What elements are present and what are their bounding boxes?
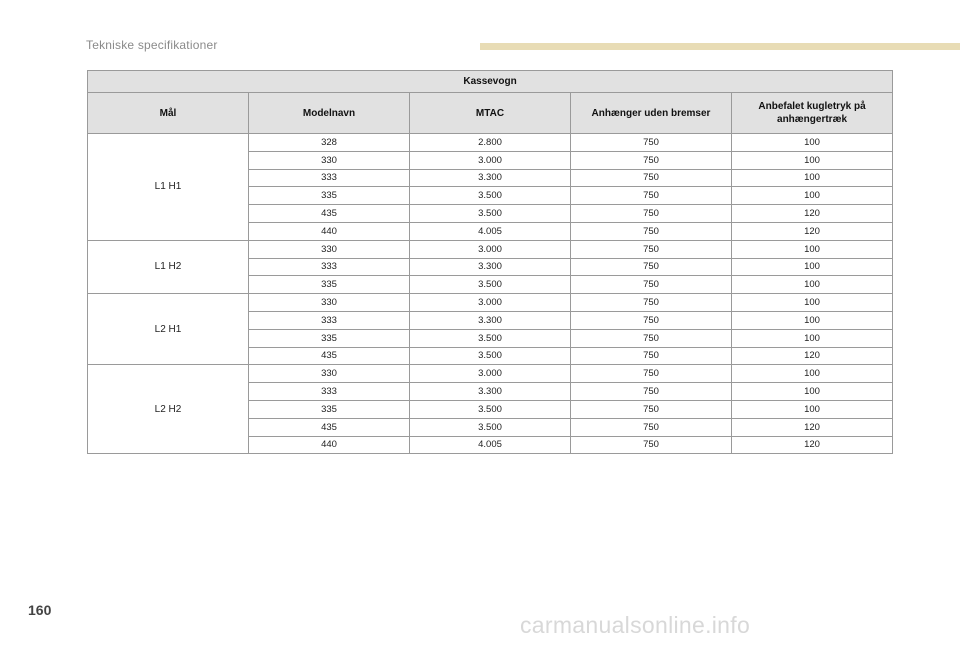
table-cell: 333 [249, 169, 410, 187]
table-row [88, 240, 893, 258]
table-cell: 100 [732, 169, 893, 187]
table-cell: 750 [571, 294, 732, 312]
table-cell: 120 [732, 222, 893, 240]
table-cell: 335 [249, 276, 410, 294]
table-cell: 335 [249, 329, 410, 347]
table-cell: 100 [732, 400, 893, 418]
table-cell: 3.500 [410, 205, 571, 223]
table-cell: 750 [571, 347, 732, 365]
table-cell: 2.800 [410, 134, 571, 152]
table-cell: 3.000 [410, 294, 571, 312]
table-cell: 100 [732, 276, 893, 294]
table-cell: 3.500 [410, 347, 571, 365]
table-cell: 100 [732, 294, 893, 312]
table-cell: 330 [249, 240, 410, 258]
table-cell: 750 [571, 169, 732, 187]
table-cell: 750 [571, 258, 732, 276]
dimension-cell: L2 H1 [88, 294, 249, 365]
table-cell: 440 [249, 436, 410, 454]
table-cell: 750 [571, 436, 732, 454]
column-header-trailer: Anhænger uden bremser [571, 93, 732, 134]
table-cell: 4.005 [410, 436, 571, 454]
table-cell: 3.300 [410, 311, 571, 329]
table-cell: 3.300 [410, 258, 571, 276]
table-cell: 4.005 [410, 222, 571, 240]
table-cell: 435 [249, 205, 410, 223]
table-cell: 3.000 [410, 365, 571, 383]
table-cell: 750 [571, 400, 732, 418]
table-cell: 330 [249, 294, 410, 312]
table-cell: 100 [732, 187, 893, 205]
table-cell: 100 [732, 329, 893, 347]
table-row [88, 134, 893, 152]
table-cell: 3.500 [410, 276, 571, 294]
column-header-mtac: MTAC [410, 93, 571, 134]
table-cell: 750 [571, 311, 732, 329]
column-header-dimension: Mål [88, 93, 249, 134]
table-cell: 435 [249, 418, 410, 436]
specifications-table [87, 70, 893, 454]
column-header-nose-weight: Anbefalet kugletryk på anhængertræk [732, 93, 893, 134]
table-cell: 3.000 [410, 151, 571, 169]
table-row [88, 294, 893, 312]
table-cell: 335 [249, 400, 410, 418]
table-cell: 750 [571, 383, 732, 401]
page-number: 160 [28, 602, 52, 618]
column-header-model: Modelnavn [249, 93, 410, 134]
table-cell: 120 [732, 347, 893, 365]
table-cell: 750 [571, 187, 732, 205]
table-cell: 750 [571, 365, 732, 383]
table-cell: 330 [249, 151, 410, 169]
dimension-cell: L1 H1 [88, 134, 249, 241]
table-cell: 750 [571, 222, 732, 240]
table-cell: 750 [571, 151, 732, 169]
table-cell: 330 [249, 365, 410, 383]
watermark: carmanualsonline.info [520, 612, 751, 638]
table-cell: 120 [732, 205, 893, 223]
table-cell: 100 [732, 311, 893, 329]
table-cell: 100 [732, 240, 893, 258]
table-cell: 3.500 [410, 418, 571, 436]
table-cell: 100 [732, 134, 893, 152]
table-cell: 3.300 [410, 169, 571, 187]
table-cell: 335 [249, 187, 410, 205]
table-cell: 435 [249, 347, 410, 365]
dimension-cell: L2 H2 [88, 365, 249, 454]
table-cell: 3.500 [410, 400, 571, 418]
table-cell: 750 [571, 205, 732, 223]
table-cell: 120 [732, 418, 893, 436]
table-cell: 100 [732, 258, 893, 276]
table-cell: 750 [571, 418, 732, 436]
section-title: Tekniske specifikationer [86, 38, 218, 52]
table-cell: 440 [249, 222, 410, 240]
table-cell: 333 [249, 258, 410, 276]
table-cell: 750 [571, 276, 732, 294]
table-cell: 100 [732, 151, 893, 169]
table-cell: 750 [571, 134, 732, 152]
table-cell: 3.000 [410, 240, 571, 258]
table-cell: 333 [249, 311, 410, 329]
table-cell: 750 [571, 240, 732, 258]
table-cell: 333 [249, 383, 410, 401]
table-cell: 3.500 [410, 187, 571, 205]
table-cell: 750 [571, 329, 732, 347]
table-body [88, 134, 893, 454]
table-cell: 328 [249, 134, 410, 152]
table-cell: 3.500 [410, 329, 571, 347]
dimension-cell: L1 H2 [88, 240, 249, 293]
table-cell: 100 [732, 365, 893, 383]
table-row [88, 365, 893, 383]
table-cell: 120 [732, 436, 893, 454]
table-cell: 100 [732, 383, 893, 401]
accent-bar [480, 43, 960, 50]
table-title: Kassevogn [88, 71, 893, 93]
table-cell: 3.300 [410, 383, 571, 401]
